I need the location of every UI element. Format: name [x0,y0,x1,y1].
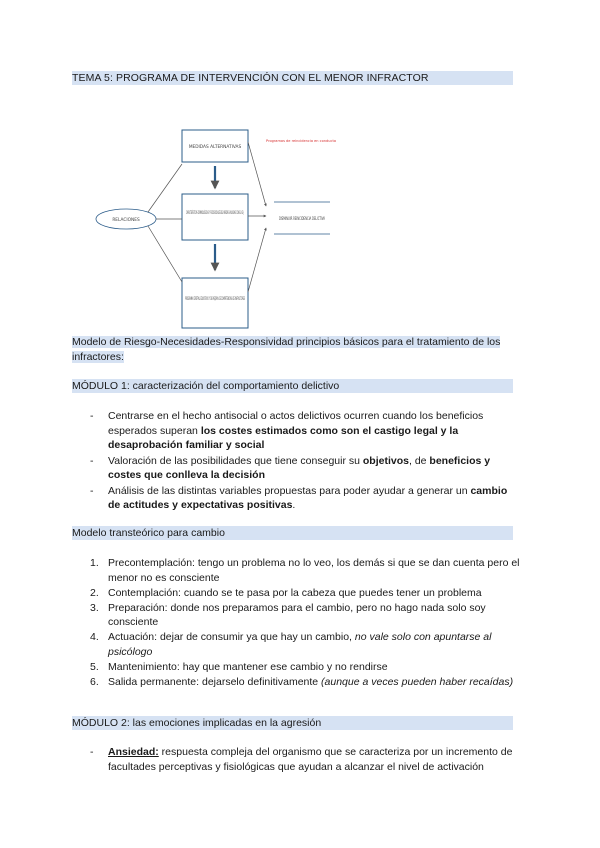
list-item: - Centrarse en el hecho antisocial o actos delictivos ocurren cuando los beneficios esperados superan los costes estimados como son el castigo legal y la desaprobación familiar y social [90,409,520,453]
red-note: Programas de reincidencia en conducta [266,139,336,143]
list-item: - Análisis de las distintas variables propuestas para poder ayudar a generar un cambio de actitudes y expectativas positivas. [90,484,520,513]
intro-paragraph: Modelo de Riesgo-Necesidades-Responsividad principios básicos para el tratamiento de los infractores: [72,336,501,363]
connector-3 [148,226,182,282]
arrow-right-1 [248,142,266,206]
list-item: 2. Contemplación: cuando se te pasa por la cabeza que puedes tener un problema [90,586,482,599]
bottom-box-label: PROGRAMA CENTRAL EDUCATIVO Y DE MEJORA DE COMPETENCIAS DE INFRACTORES [185,297,369,302]
page-title: TEMA 5: PROGRAMA DE INTERVENCIÓN CON EL MENOR INFRACTOR [72,71,513,85]
list-item: 5. Mantenimiento: hay que mantener ese cambio y no rendirse [90,660,388,673]
list-item: 4. Actuación: dejar de consumir ya que hay un cambio, no vale solo con apuntarse al psicólogo [90,631,492,658]
left-ellipse-label: RELACIONES [112,218,140,223]
module1-list [90,409,520,514]
arrow-right-3 [248,228,266,292]
module2-heading: MÓDULO 2: las emociones implicadas en la agresión [72,716,513,730]
center-box-label: CARACTERÍSTICAS CRIMINOLÓGICAS Y PSICOSOCIALES DEL MENOR EVALUADAS CON EL IGI-J [186,211,386,216]
intervention-diagram [90,132,386,328]
list-item: - Valoración de las posibilidades que tiene conseguir su objetivos, de beneficios y costes que conlleva la decisión [90,454,520,483]
module1-heading: MÓDULO 1: caracterización del comportamiento delictivo [72,379,513,393]
top-box-label: MEDIDAS ALTERNATIVAS [188,145,242,150]
result-label: DISMINUIR REINCIDENCIA DELICTIVA [279,217,358,222]
connector-1 [148,164,182,212]
stages-list [90,556,520,690]
list-item: 1. Precontemplación: tengo un problema no lo veo, los demás si que se dan cuenta pero el menor no es consciente [90,557,520,584]
anxiety-item: - Ansiedad: respuesta compleja del organismo que se caracteriza por un incremento de facultades perceptivas y fisiológicas que ayudan a alcanzar el nivel de activación [90,745,520,775]
transtheoretical-heading: Modelo transteórico para cambio [72,526,513,540]
list-item: 6. Salida permanente: dejarselo definitivamente (aunque a veces pueden haber recaídas) [90,675,514,688]
list-item: 3. Preparación: donde nos preparamos para el cambio, pero no hago nada solo soy consciente [90,601,486,628]
